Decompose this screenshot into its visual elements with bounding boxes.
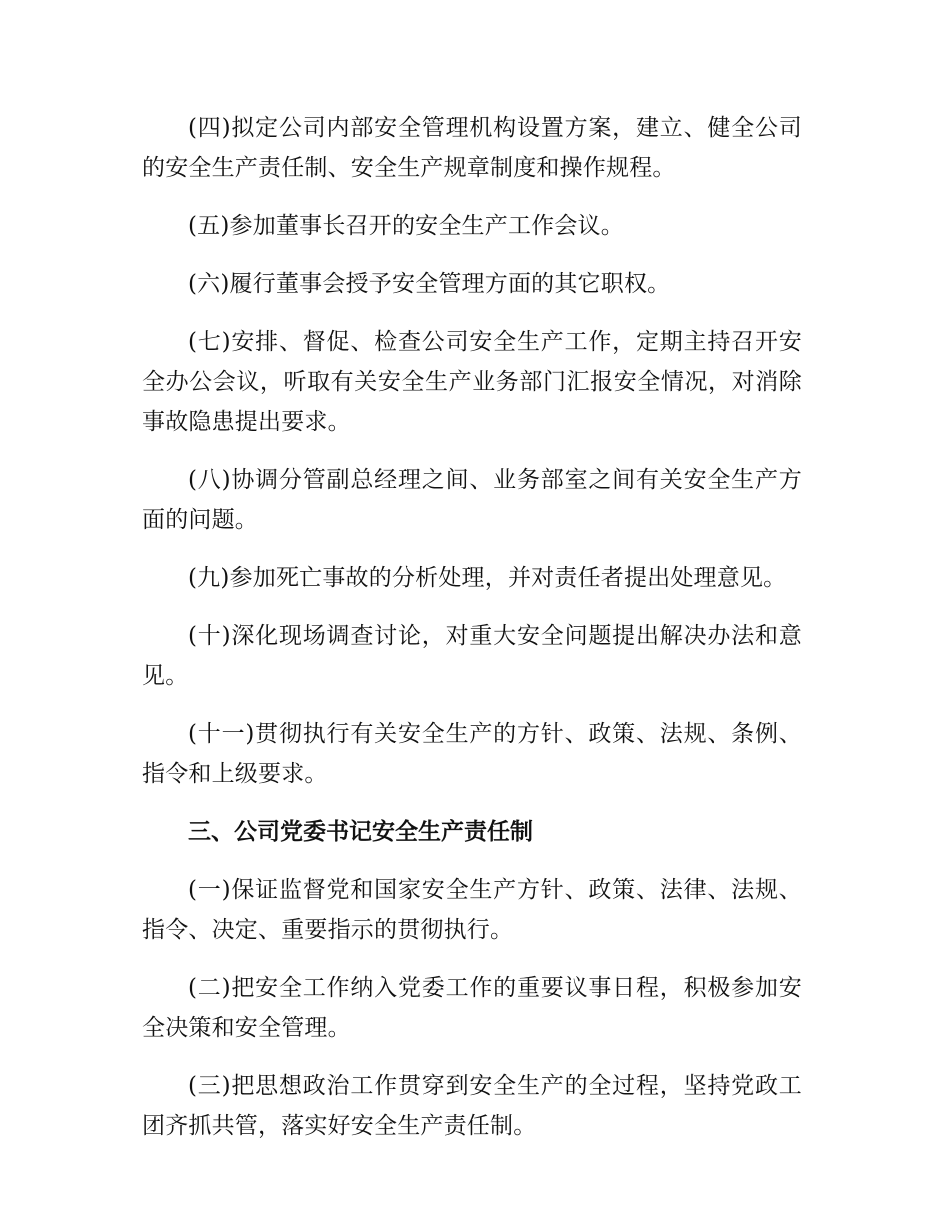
paragraph-item-5: (五)参加董事长召开的安全生产工作会议。 <box>188 213 624 239</box>
section-paragraph-2: (二)把安全工作纳入党委工作的重要议事日程，积极参加安全决策和安全管理。 <box>142 975 802 1041</box>
paragraph-item-4: (四)拟定公司内部安全管理机构设置方案，建立、健全公司的安全生产责任制、安全生产规章制度和操作规程。 <box>142 115 802 181</box>
paragraph-item-11: (十一)贯彻执行有关安全生产的方针、政策、法规、条例、指令和上级要求。 <box>142 721 802 787</box>
section-paragraph-3: (三)把思想政治工作贯穿到安全生产的全过程，坚持党政工团齐抓共管，落实好安全生产责任制。 <box>142 1073 802 1139</box>
paragraph-item-7: (七)安排、督促、检查公司安全生产工作，定期主持召开安全办公会议，听取有关安全生产业务部门汇报安全情况，对消除事故隐患提出要求。 <box>142 329 802 435</box>
document-page <box>142 108 802 1164</box>
paragraph-item-8: (八)协调分管副总经理之间、业务部室之间有关安全生产方面的问题。 <box>142 467 802 533</box>
paragraph-item-9: (九)参加死亡事故的分析处理，并对责任者提出处理意见。 <box>188 565 787 591</box>
section-heading: 三、公司党委书记安全生产责任制 <box>188 819 533 845</box>
section-paragraph-1: (一)保证监督党和国家安全生产方针、政策、法律、法规、指令、决定、重要指示的贯彻执行。 <box>142 877 802 943</box>
paragraph-item-10: (十)深化现场调查讨论，对重大安全问题提出解决办法和意见。 <box>142 623 802 689</box>
paragraph-item-6: (六)履行董事会授予安全管理方面的其它职权。 <box>188 271 671 297</box>
